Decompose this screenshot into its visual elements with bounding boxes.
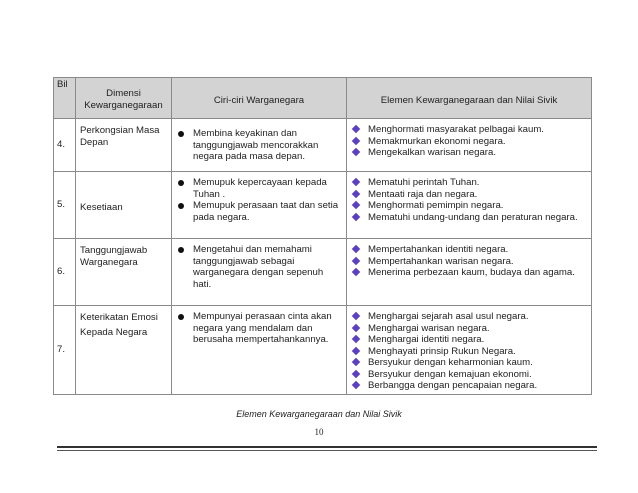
table-caption: Elemen Kewarganegaraan dan Nilai Sivik [236, 409, 402, 419]
list-item: Menerima perbezaan kaum, budaya dan agama. [351, 267, 587, 279]
list-item: Menghayati prinsip Rukun Negara. [351, 346, 587, 358]
elemen-cell [347, 306, 592, 395]
header-ciri: Ciri-ciri Warganegara [172, 78, 347, 119]
list-item: Memakmurkan ekonomi negara. [351, 136, 587, 148]
elemen-list [351, 244, 587, 279]
header-dimensi-line2: Kewarganegaraan [84, 99, 163, 111]
ciri-list [176, 311, 342, 346]
list-item: Menghargai identiti negara. [351, 334, 587, 346]
elemen-cell [347, 119, 592, 172]
dimensi-line: Kesetiaan [80, 202, 123, 214]
list-item: Mematuhi perintah Tuhan. [351, 177, 587, 189]
list-item: Menghargai sejarah asal usul negara. [351, 311, 587, 323]
footer-rule-thick [57, 446, 597, 448]
dimensi-cell [76, 239, 172, 306]
dimensi-cell [76, 119, 172, 172]
ciri-cell [172, 239, 347, 306]
list-item: Memupuk perasaan taat dan setia pada negara. [176, 200, 342, 223]
ciri-list [176, 128, 342, 163]
row-number: 4. [54, 119, 76, 172]
footer-rule-thin [57, 450, 597, 451]
dimensi-cell [76, 172, 172, 239]
ciri-cell [172, 306, 347, 395]
page-number: 10 [314, 427, 324, 437]
dimensi-line: Kepada Negara [80, 326, 148, 338]
list-item: Mempertahankan identiti negara. [351, 244, 587, 256]
list-item: Mempertahankan warisan negara. [351, 256, 587, 268]
table-row [54, 239, 592, 306]
table-row [54, 172, 592, 239]
list-item: Menghargai warisan negara. [351, 323, 587, 335]
dimensi-line: Depan [80, 136, 109, 148]
row-number: 7. [54, 306, 76, 395]
list-item: Berbangga dengan pencapaian negara. [351, 380, 587, 392]
table-row [54, 306, 592, 395]
list-item: Menghormati masyarakat pelbagai kaum. [351, 124, 587, 136]
dimensi-line: Keterikatan Emosi [80, 312, 158, 323]
list-item: Membina keyakinan dan tanggungjawab mencorakkan negara pada masa depan. [176, 128, 342, 163]
list-item: Menghormati pemimpin negara. [351, 200, 587, 212]
dimensi-cell [76, 306, 172, 395]
row-number: 5. [54, 172, 76, 239]
list-item: Mengekalkan warisan negara. [351, 147, 587, 159]
ciri-list [176, 177, 342, 223]
table-row [54, 119, 592, 172]
header-row [54, 78, 592, 119]
list-item: Mempunyai perasaan cinta akan negara yang mendalam dan berusaha mempertahankannya. [176, 311, 342, 346]
header-dimensi-line1: Dimensi [106, 88, 141, 99]
header-bil: Bil [54, 78, 76, 119]
list-item: Bersyukur dengan keharmonian kaum. [351, 357, 587, 369]
civics-table [53, 77, 592, 395]
row-number: 6. [54, 239, 76, 306]
dimensi-line: Tanggungjawab [80, 245, 148, 256]
ciri-cell [172, 172, 347, 239]
dimensi-line: Warganegara [80, 256, 138, 268]
elemen-cell [347, 239, 592, 306]
ciri-list [176, 244, 342, 290]
header-dimensi [76, 78, 172, 119]
elemen-cell [347, 172, 592, 239]
elemen-list [351, 177, 587, 223]
list-item: Mentaati raja dan negara. [351, 189, 587, 201]
list-item: Mengetahui dan memahami tanggungjawab sebagai warganegara dengan sepenuh hati. [176, 244, 342, 290]
list-item: Memupuk kepercayaan kepada Tuhan . [176, 177, 342, 200]
list-item: Bersyukur dengan kemajuan ekonomi. [351, 369, 587, 381]
elemen-list [351, 311, 587, 392]
dimensi-line: Perkongsian Masa [80, 125, 160, 136]
header-elemen: Elemen Kewarganegaraan dan Nilai Sivik [347, 78, 592, 119]
elemen-list [351, 124, 587, 159]
ciri-cell [172, 119, 347, 172]
list-item: Mematuhi undang-undang dan peraturan negara. [351, 212, 587, 224]
